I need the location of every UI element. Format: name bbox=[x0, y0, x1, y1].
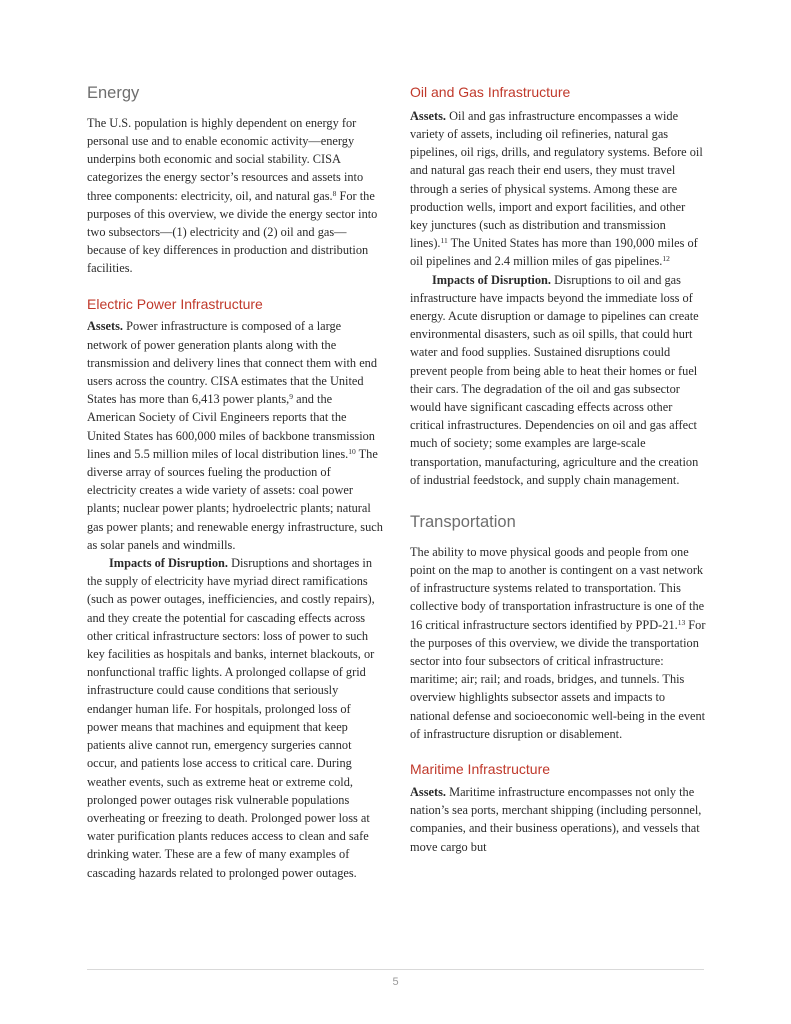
footnote-ref-9[interactable]: 9 bbox=[289, 392, 294, 402]
footnote-ref-12[interactable]: 12 bbox=[662, 254, 670, 264]
electric-assets-label: Assets. bbox=[87, 319, 124, 334]
right-column bbox=[410, 80, 706, 856]
oilgas-assets-paragraph bbox=[410, 107, 706, 271]
footnote-ref-10[interactable]: 10 bbox=[348, 446, 356, 456]
electric-power-heading: Electric Power Infrastructure bbox=[87, 295, 263, 312]
footnote-ref-8[interactable]: 8 bbox=[332, 188, 337, 198]
electric-impacts-paragraph bbox=[87, 554, 383, 882]
electric-impacts-text: Disruptions and shortages in the supply of electricity have myriad direct ramifications (such as power outages, inefficiencies, and costly repairs), and they create the potential for cascading effects across other critical infrastructure sectors: loss of power to such key facilities as hospitals and banks, internet blackouts, or nonfunctional traffic lights. A prolonged collapse of grid infrastructure could cause conditions that seriously endanger human life. For hospitals, prolonged loss of power means that machines and equipment that keep patients alive cannot run, emergency surgeries cannot occur, and patients lose access to critical care. During weather events, such as extreme heat or extreme cold, prolonged power outages risk vulnerable populations overheating or freezing to death. Prolonged power loss at water purification plants reduces access to clean and safe drinking water. These are a few of many examples of cascading hazards related to prolonged power outages. bbox=[87, 556, 375, 880]
oilgas-assets-text: Oil and gas infrastructure encompasses a wide variety of assets, including oil refineries, natural gas pipelines, oil rigs, drills, and regulatory systems. Before oil and natural gas reach their end users, they must travel through a series of physical systems. Among these are production wells, import and export facilities, and other key junctures (such as distribution and transmission lines). bbox=[410, 108, 703, 251]
maritime-assets-paragraph bbox=[410, 783, 706, 856]
electric-assets-text: Power infrastructure is composed of a large network of power generation plants along with the transmission and delivery lines that connect them with end users across the country. CISA estimates that the United States has more than 6,413 power plants, bbox=[87, 319, 378, 407]
maritime-assets-text: Maritime infrastructure encompasses not only the nation’s sea ports, merchant shipping (including personnel, companies, and their business operations), and vessels that move cargo but bbox=[410, 784, 702, 854]
electric-assets-paragraph bbox=[87, 317, 383, 554]
oilgas-impacts-paragraph bbox=[410, 271, 706, 489]
transportation-intro-paragraph bbox=[410, 543, 706, 743]
transportation-intro-text-cont: For the purposes of this overview, we divide the transportation sector into four subsectors of critical infrastructure: maritime; air; rail; and roads, bridges, and tunnels. This overview highlights subsector assets and impacts to national defense and socioeconomic well-being in the event of infrastructure disruption or disablement. bbox=[410, 617, 706, 741]
electric-assets-text-cont: and the American Society of Civil Engineers reports that the United States has 600,000 miles of backbone transmission lines and 5.5 million miles of local distribution lines. bbox=[87, 392, 375, 461]
oilgas-assets-text-cont: The United States has more than 190,000 miles of oil pipelines and 2.4 million miles of gas pipelines. bbox=[410, 236, 698, 269]
footnote-ref-11[interactable]: 11 bbox=[440, 236, 448, 246]
energy-intro-paragraph bbox=[87, 114, 383, 278]
maritime-assets-label: Assets. bbox=[410, 784, 447, 799]
oilgas-impacts-label: Impacts of Disruption. bbox=[432, 272, 551, 287]
left-column bbox=[87, 80, 383, 882]
electric-assets-text-end: The diverse array of sources fueling the production of electricity creates a wide variety of assets: coal power plants; nuclear power plants; hydroelectric plants; natural gas power plants; and renewable energy infrastructure, such as solar panels and windmills. bbox=[87, 446, 383, 552]
electric-impacts-label: Impacts of Disruption. bbox=[109, 556, 228, 571]
transportation-heading: Transportation bbox=[410, 513, 516, 532]
energy-intro-text-cont: For the purposes of this overview, we divide the energy sector into two subsectors—(1) electricity and (2) oil and gas—because of key differences in production and distribution facilities. bbox=[87, 188, 378, 276]
footnote-ref-13[interactable]: 13 bbox=[677, 617, 686, 627]
maritime-heading: Maritime Infrastructure bbox=[410, 761, 551, 778]
transportation-intro-text: The ability to move physical goods and people from one point on the map to another is contingent on a vast network of infrastructure systems related to transportation. This collective body of transportation infrastructure is one of the 16 critical infrastructure sectors identified by PPD-21. bbox=[410, 544, 705, 632]
page-number: 5 bbox=[392, 976, 399, 988]
oil-gas-heading: Oil and Gas Infrastructure bbox=[410, 84, 571, 100]
oilgas-assets-label: Assets. bbox=[410, 108, 447, 123]
footer-divider bbox=[87, 969, 704, 970]
energy-intro-text: The U.S. population is highly dependent on energy for personal use and to enable economic activity—energy underpins both economic and social stability. CISA categorizes the energy sector’s resources and assets into three components: electricity, oil, and natural gas. bbox=[87, 115, 364, 203]
energy-heading: Energy bbox=[87, 84, 140, 102]
oilgas-impacts-text: Disruptions to oil and gas infrastructure have impacts beyond the immediate loss of energy. Acute disruption or damage to pipelines can create environmental disasters, such as oil spills, that could hurt water and food supplies. Sustained disruptions could prevent people from being able to heat their homes or fuel their cars. The degradation of the oil and gas subsector would have significant cascading effects across other critical infrastructures. Dependencies on oil and gas affect much of society; some examples are large-scale transportation, manufacturing, agriculture and the creation of industrial feedstock, and supply chain management. bbox=[410, 272, 699, 487]
